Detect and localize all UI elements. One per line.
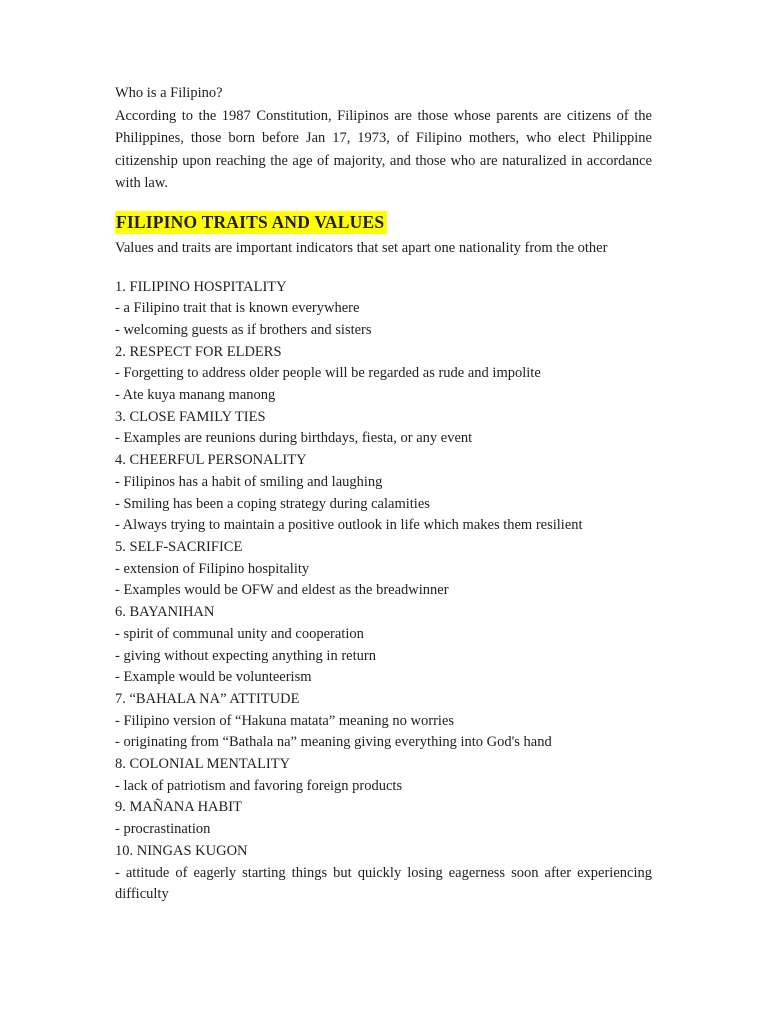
trait-point: - giving without expecting anything in return	[115, 647, 376, 664]
trait-heading: 1. FILIPINO HOSPITALITY	[115, 278, 287, 295]
trait-point: - spirit of communal unity and cooperation	[115, 625, 364, 642]
trait-point: - Examples are reunions during birthdays, fiesta, or any event	[115, 430, 473, 447]
trait-point: - Example would be volunteerism	[115, 669, 312, 686]
trait-point: - Smiling has been a coping strategy during calamities	[115, 495, 430, 512]
trait-point: - a Filipino trait that is known everywhere	[115, 300, 360, 317]
trait-point: - procrastination	[115, 821, 211, 838]
trait-point: - originating from “Bathala na” meaning giving everything into God's hand	[115, 734, 552, 751]
trait-point: - Ate kuya manang manong	[115, 387, 276, 404]
trait-heading: 3. CLOSE FAMILY TIES	[115, 408, 266, 425]
trait-point: - lack of patriotism and favoring foreign products	[115, 777, 403, 794]
trait-point: - Forgetting to address older people will be regarded as rude and impolite	[115, 365, 541, 382]
trait-point: - extension of Filipino hospitality	[115, 560, 310, 577]
trait-point: - welcoming guests as if brothers and sisters	[115, 321, 372, 338]
trait-heading: 6. BAYANIHAN	[115, 604, 215, 621]
section-subtitle: Values and traits are important indicators that set apart one nationality from the other	[115, 239, 608, 256]
trait-heading: 5. SELF-SACRIFICE	[115, 539, 243, 555]
trait-heading: 10. NINGAS KUGON	[115, 842, 248, 859]
intro-paragraph: According to the 1987 Constitution, Filipinos are those whose parents are citizens of the Philippines, those born before Jan 17, 1973, of Filipino mothers, who elect Philippine citizenship upon reaching the age of majority, and those who are naturalized in accordance with law.	[115, 107, 652, 192]
trait-point: - Filipino version of “Hakuna matata” meaning no worries	[115, 712, 455, 729]
traits-list	[115, 277, 652, 906]
intro-question: Who is a Filipino?	[115, 85, 223, 101]
section-title	[115, 209, 652, 235]
trait-point: - attitude of eagerly starting things but quickly losing eagerness soon after experiencing difficulty	[115, 864, 652, 903]
trait-point: - Examples would be OFW and eldest as the breadwinner	[115, 582, 449, 599]
trait-heading: 8. COLONIAL MENTALITY	[115, 756, 291, 773]
trait-heading: 7. “BAHALA NA” ATTITUDE	[115, 690, 300, 707]
trait-point: - Filipinos has a habit of smiling and laughing	[115, 473, 383, 490]
trait-heading: 2. RESPECT FOR ELDERS	[115, 343, 282, 360]
trait-heading: 9. MAÑANA HABIT	[115, 799, 242, 816]
section-title-highlight: FILIPINO TRAITS AND VALUES	[115, 211, 387, 234]
trait-point: - Always trying to maintain a positive outlook in life which makes them resilient	[115, 517, 583, 534]
trait-heading: 4. CHEERFUL PERSONALITY	[115, 452, 307, 469]
